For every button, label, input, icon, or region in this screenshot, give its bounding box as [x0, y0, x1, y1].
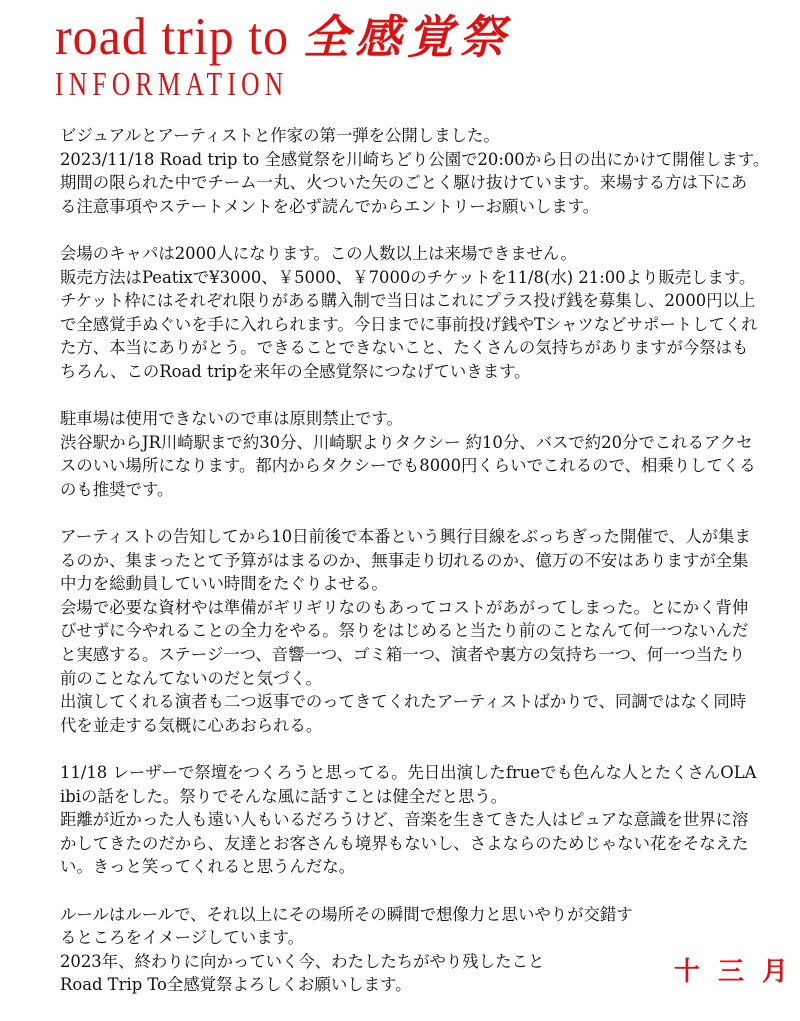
text-line: ibiの話をした。祭りでそんな風に話すことは健全だと思う。 — [60, 786, 508, 806]
text-line: スのいい場所になります。都内からタクシーでも8000円くらいでこれるので、相乗りしてくる — [60, 456, 756, 476]
subtitle-information: INFORMATION — [55, 66, 289, 103]
text-line: アーティストの告知してから10日前後で本番という興行目線をぶっちぎった開催で、人が集ま — [60, 527, 751, 547]
title — [55, 8, 511, 65]
text-line: る注意事項やステートメントを必ず読んでからエントリーお願いします。 — [60, 196, 600, 216]
text-line: 11/18 レーザーで祭壇をつくろうと思ってる。先日出演したfrueでも色んな人とたくさんOLA — [60, 763, 757, 783]
text-line: ビジュアルとアーティストと作家の第一弾を公開しました。 — [60, 126, 500, 145]
logo-char: 十 — [673, 957, 700, 987]
logo-char: 月 — [761, 957, 788, 987]
statement-body — [60, 124, 770, 1021]
paragraph-statement — [60, 525, 770, 737]
text-line: 会場のキャパは2000人になります。この人数以上は来場できません。 — [60, 243, 577, 263]
paragraph-laser — [60, 761, 770, 879]
text-line: 距離が近かった人も遠い人もいるだろうけど、音楽を生きてきた人はピュアな意識を世界に溶 — [60, 810, 749, 830]
text-line: 中力を総動員していい時間をたぐりよせる。 — [60, 574, 388, 594]
text-line: 会場で必要な資材やは準備がギリギリなのもあってコストがあがってしまった。とにかく背伸 — [60, 597, 749, 617]
text-line: 販売方法はPeatixで¥3000、￥5000、￥7000のチケットを11/8(水) 21:00より販売します。 — [60, 267, 756, 287]
text-line: 渋谷駅からJR川崎駅まで約30分、川崎駅よりタクシー 約10分、バスで約20分でこれるアクセ — [60, 432, 753, 452]
text-line: 代を並走する気概に心あおられる。 — [60, 715, 323, 735]
text-line: びせずに今やれることの全力をやる。祭りをはじめると当たり前のことなんて何一つないんだ — [60, 621, 749, 641]
text-line: ちろん、このRoad tripを来年の全感覚祭につなげていきます。 — [60, 361, 531, 381]
paragraph-tickets — [60, 242, 770, 384]
paragraph-announcement — [60, 124, 770, 218]
text-line: で全感覚手ぬぐいを手に入れられます。今日までに事前投げ銭やTシャツなどサポートしてくれ — [60, 314, 758, 334]
text-line: のも推奨です。 — [60, 479, 174, 499]
text-line: チケット枠にはそれぞれ限りがある購入制で当日はこれにプラス投げ銭を募集し、2000円以上 — [60, 291, 756, 311]
text-line: ルールはルールで、それ以上にその場所その瞬間で想像力と思いやりが交錯す — [60, 904, 633, 924]
text-line: い。きっと笑ってくれると思うんだな。 — [60, 857, 356, 877]
text-line: た方、本当にありがとう。できることできないこと、たくさんの気持ちがありますが今祭はも — [60, 338, 749, 358]
text-line: 期間の限られた中でチーム一丸、火ついた矢のごとく駆け抜けています。来場する方は下にあ — [60, 173, 748, 193]
text-line: 駐車場は使用できないので車は原則禁止です。 — [60, 409, 403, 429]
text-line: 2023年、終わりに向かっていく今、わたしたちがやり残したこと — [60, 951, 545, 971]
jusangatsu-logo — [674, 951, 788, 988]
title-latin: road trip to — [55, 6, 290, 66]
paragraph-rules — [60, 903, 770, 997]
title-kanji: 全感覚祭 — [303, 10, 512, 64]
text-line: と実感する。ステージ一つ、音響一つ、ゴミ箱一つ、演者や裏方の気持ち一つ、何一つ当たり — [60, 645, 746, 665]
text-line: かしてきたのだから、友達とお客さんも境界もないし、さよならのためじゃない花をそなえた — [60, 833, 749, 853]
text-line: 出演してくれる演者も二つ返事でのってきてくれたアーティストばかりで、同調ではなく同時 — [60, 692, 747, 712]
logo-char: 三 — [717, 957, 744, 987]
text-line: るのか、集まったとて予算がはまるのか、無事走り切れるのか、億万の不安はありますが全集 — [60, 550, 749, 570]
text-line: Road Trip To全感覚祭よろしくお願いします。 — [60, 975, 412, 995]
header — [55, 8, 511, 105]
text-line: 前のことなんてないのだと気づく。 — [60, 668, 322, 688]
text-line: るところをイメージしています。 — [60, 928, 305, 948]
text-line: 2023/11/18 Road trip to 全感覚祭を川崎ちどり公園で20:00から日の出にかけて開催します。 — [60, 149, 770, 169]
paragraph-access — [60, 407, 770, 501]
